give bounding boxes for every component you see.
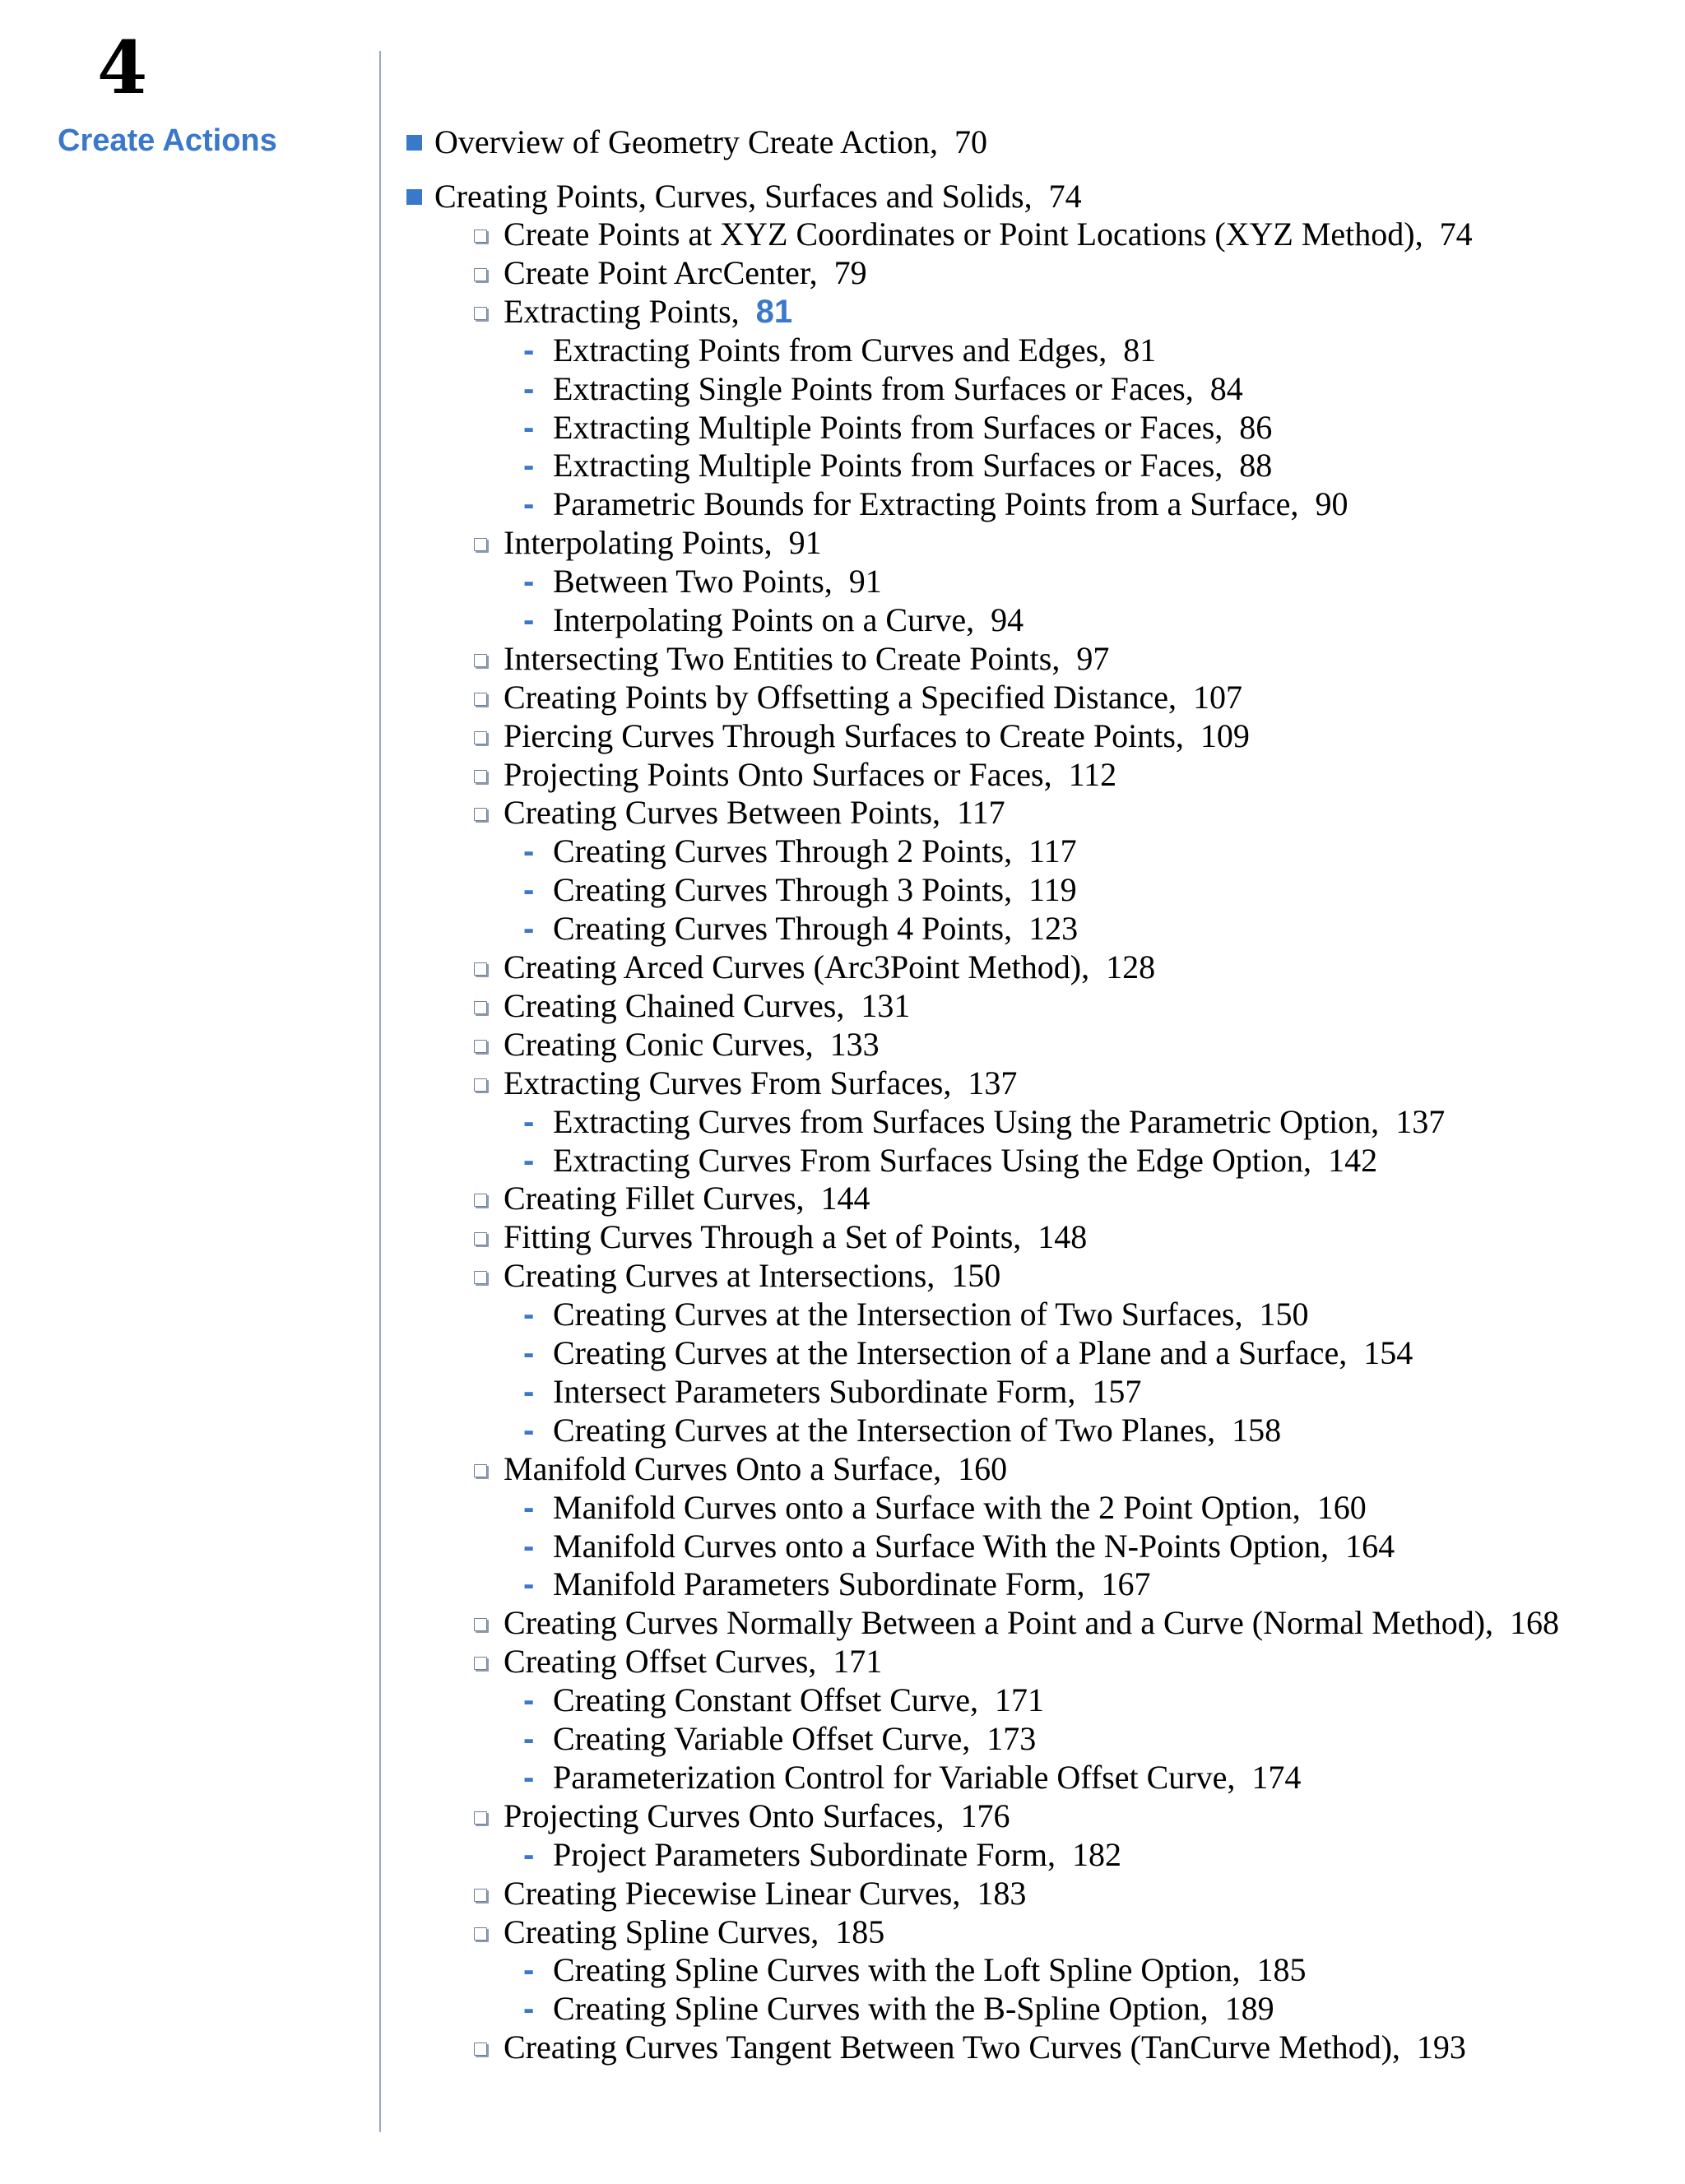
toc-page-number[interactable]: 90 [1315, 485, 1348, 523]
toc-entry-title: Creating Curves at the Intersection of Two Planes, [553, 1411, 1216, 1449]
toc-entry[interactable] [403, 1412, 1670, 1450]
toc-entry-title: Intersect Parameters Subordinate Form, [553, 1372, 1076, 1410]
toc-page-number[interactable]: 123 [1028, 910, 1079, 948]
toc-page-number[interactable]: 137 [1395, 1102, 1446, 1140]
toc-page-number[interactable]: 167 [1101, 1565, 1151, 1603]
toc-page-number[interactable]: 193 [1416, 2029, 1466, 2066]
toc-entry[interactable] [403, 485, 1670, 524]
checkbox-bullet-icon [474, 268, 487, 281]
divider-line [379, 51, 381, 2132]
toc-entry-title: Project Parameters Subordinate Form, [553, 1835, 1056, 1873]
toc-entry[interactable] [403, 1334, 1670, 1373]
checkbox-bullet-icon [474, 770, 487, 783]
toc-entry[interactable] [403, 1296, 1670, 1334]
toc-entry[interactable] [403, 563, 1670, 601]
dash-bullet-icon: - [523, 1142, 535, 1179]
toc-entry-title: Creating Curves at Intersections, [504, 1257, 935, 1295]
checkbox-bullet-icon [474, 230, 487, 243]
toc-entry-title: Between Two Points, [553, 563, 833, 600]
toc-entry-title: Projecting Points Onto Surfaces or Faces, [504, 755, 1052, 793]
square-bullet-icon [406, 135, 422, 151]
dash-bullet-icon: - [523, 332, 535, 369]
toc-entry-title: Parameterization Control for Variable Offset Curve, [553, 1758, 1236, 1796]
toc-page-number[interactable]: 133 [829, 1025, 880, 1063]
toc-entry[interactable] [403, 1681, 1670, 1720]
checkbox-bullet-icon [474, 1001, 487, 1014]
toc-page-number[interactable]: 182 [1071, 1835, 1121, 1873]
checkbox-bullet-icon [474, 1618, 487, 1631]
toc-entry[interactable] [403, 123, 1670, 161]
dash-bullet-icon: - [523, 1836, 535, 1873]
toc-entry[interactable] [403, 332, 1670, 370]
toc-page-number[interactable]: 84 [1209, 369, 1243, 407]
dash-bullet-icon: - [523, 486, 535, 523]
toc-entry[interactable] [403, 216, 1670, 254]
toc-page-number[interactable]: 148 [1037, 1218, 1088, 1256]
dash-bullet-icon: - [523, 370, 535, 407]
toc-page-number[interactable]: 86 [1239, 408, 1273, 446]
toc-entry[interactable] [403, 1720, 1670, 1759]
toc-entry[interactable] [403, 679, 1670, 717]
checkbox-bullet-icon [474, 1811, 487, 1825]
toc-page-number[interactable]: 183 [977, 1874, 1027, 1912]
toc-entry-title: Creating Curves at the Intersection of Two Surfaces, [553, 1296, 1243, 1333]
toc-entry-title: Creating Conic Curves, [504, 1025, 814, 1063]
toc-entry[interactable] [403, 948, 1670, 987]
toc-page-number[interactable]: 117 [1028, 832, 1077, 870]
checkbox-bullet-icon [474, 1889, 487, 1902]
toc-entry[interactable] [403, 910, 1670, 948]
toc-entry[interactable] [403, 1528, 1670, 1566]
toc-entry-title: Creating Curves Normally Between a Point and a Curve (Normal Method), [504, 1604, 1494, 1642]
checkbox-bullet-icon [474, 538, 487, 551]
toc-entry[interactable] [403, 1257, 1670, 1296]
toc-entry-title: Overview of Geometry Create Action, [434, 123, 939, 160]
chapter-title: Create Actions [58, 123, 277, 158]
toc-page-number[interactable]: 88 [1239, 447, 1273, 485]
checkbox-bullet-icon [474, 1232, 487, 1245]
dash-bullet-icon: - [523, 409, 535, 446]
toc-page-number[interactable]: 97 [1076, 639, 1110, 677]
toc-page-number[interactable]: 164 [1345, 1527, 1395, 1565]
dash-bullet-icon: - [523, 911, 535, 948]
toc-page-number[interactable]: 142 [1328, 1141, 1378, 1179]
toc-entry-title: Manifold Curves onto a Surface with the 2 Point Option, [553, 1488, 1301, 1526]
toc-page-number[interactable]: 79 [833, 253, 867, 291]
toc-page-number[interactable]: 185 [835, 1913, 885, 1950]
toc-entry[interactable] [403, 1875, 1670, 1913]
checkbox-bullet-icon [474, 1657, 487, 1670]
toc-page-number[interactable]: 160 [958, 1449, 1008, 1487]
toc-entry-title: Creating Curves at the Intersection of a Plane and a Surface, [553, 1334, 1348, 1372]
dash-bullet-icon: - [523, 1103, 535, 1140]
toc-page-number[interactable]: 91 [788, 524, 822, 562]
toc-entry-title: Creating Curves Through 2 Points, [553, 832, 1013, 870]
toc-entry[interactable] [403, 447, 1670, 485]
toc-entry[interactable] [403, 1604, 1573, 1643]
toc-entry-title: Creating Variable Offset Curve, [553, 1720, 971, 1758]
toc-entry-title: Extracting Points, [504, 292, 740, 330]
toc-entry-title: Interpolating Points, [504, 524, 773, 562]
toc-entry-title: Creating Points, Curves, Surfaces and Solids, [434, 178, 1033, 215]
toc-page-number[interactable]: 131 [861, 986, 911, 1024]
toc-page-number[interactable]: 185 [1256, 1951, 1307, 1989]
toc-entry[interactable] [403, 794, 1670, 832]
toc-entry-title: Creating Piecewise Linear Curves, [504, 1874, 961, 1912]
dash-bullet-icon: - [523, 1335, 535, 1372]
toc-entry[interactable] [403, 1142, 1670, 1180]
checkbox-bullet-icon [474, 1927, 487, 1941]
toc-entry-title: Creating Constant Offset Curve, [553, 1681, 978, 1719]
toc-entry[interactable] [403, 717, 1670, 756]
dash-bullet-icon: - [523, 447, 535, 485]
toc-entry[interactable] [403, 1373, 1670, 1412]
toc-entry-title: Creating Curves Tangent Between Two Curves (TanCurve Method), [504, 2029, 1400, 2066]
toc-page-number[interactable]: 94 [991, 600, 1024, 638]
toc-entry[interactable] [403, 1026, 1670, 1064]
dash-bullet-icon: - [523, 1952, 535, 1989]
toc-entry-title: Extracting Curves From Surfaces Using the Edge Option, [553, 1141, 1312, 1179]
toc-page-number[interactable]: 150 [1259, 1296, 1309, 1333]
checkbox-bullet-icon [474, 654, 487, 667]
toc-entry[interactable] [403, 640, 1670, 679]
toc-page-number[interactable]: 112 [1068, 755, 1117, 793]
toc-entry-title: Extracting Points from Curves and Edges, [553, 331, 1107, 369]
toc-entry[interactable] [403, 2029, 1670, 2067]
toc-page-number[interactable]: 137 [968, 1064, 1018, 1101]
toc-page-number[interactable]: 81 [755, 293, 793, 330]
toc-entry-title: Piercing Curves Through Surfaces to Create Points, [504, 716, 1184, 754]
dash-bullet-icon: - [523, 601, 535, 638]
toc-entry[interactable] [403, 871, 1670, 910]
toc-page-number[interactable]: 74 [1439, 216, 1473, 253]
checkbox-bullet-icon [474, 962, 487, 976]
toc-entry-title: Create Point ArcCenter, [504, 253, 818, 291]
dash-bullet-icon: - [523, 1566, 535, 1603]
dash-bullet-icon: - [523, 1528, 535, 1565]
checkbox-bullet-icon [474, 2043, 487, 2056]
toc-entry[interactable] [403, 1218, 1670, 1257]
toc-page-number[interactable]: 171 [994, 1681, 1044, 1719]
toc-entry[interactable] [403, 524, 1670, 563]
toc-entry[interactable] [403, 1990, 1670, 2029]
toc-page-number[interactable]: 174 [1251, 1758, 1302, 1796]
toc-page-number[interactable]: 150 [951, 1257, 1001, 1295]
checkbox-bullet-icon [474, 307, 487, 320]
toc-entry[interactable] [403, 1450, 1670, 1489]
toc-entry[interactable] [403, 756, 1670, 795]
dash-bullet-icon: - [523, 833, 535, 870]
toc-entry[interactable] [403, 1103, 1670, 1142]
toc-entry-title: Creating Spline Curves with the B-Spline Option, [553, 1990, 1209, 2028]
toc-entry-title: Extracting Curves from Surfaces Using the Parametric Option, [553, 1102, 1380, 1140]
toc-entry-title: Manifold Curves onto a Surface With the N-Points Option, [553, 1527, 1330, 1565]
toc-entry-title: Create Points at XYZ Coordinates or Point Locations (XYZ Method), [504, 216, 1423, 253]
dash-bullet-icon: - [523, 1373, 535, 1410]
toc-entry[interactable] [403, 254, 1670, 293]
dash-bullet-icon: - [523, 872, 535, 909]
toc-entry-title: Creating Fillet Curves, [504, 1180, 805, 1217]
toc-entry[interactable] [403, 1489, 1670, 1528]
toc-page-number[interactable]: 176 [960, 1797, 1010, 1834]
checkbox-bullet-icon [474, 1464, 487, 1477]
toc-page-number[interactable]: 154 [1363, 1334, 1413, 1372]
toc-page-number[interactable]: 144 [820, 1180, 870, 1217]
checkbox-bullet-icon [474, 1078, 487, 1092]
toc-entry[interactable] [403, 832, 1670, 871]
toc-entry-title: Extracting Multiple Points from Surfaces or Faces, [553, 408, 1223, 446]
checkbox-bullet-icon [474, 1040, 487, 1053]
toc-entry[interactable] [403, 1064, 1670, 1103]
toc-entry-title: Creating Curves Through 4 Points, [553, 910, 1013, 948]
chapter-number: 4 [97, 25, 148, 110]
toc-entry-title: Creating Curves Between Points, [504, 794, 941, 832]
toc-page-number[interactable]: 173 [986, 1720, 1037, 1758]
toc-entry[interactable] [403, 178, 1670, 216]
toc-entry-title: Creating Arced Curves (Arc3Point Method), [504, 948, 1090, 986]
dash-bullet-icon: - [523, 1991, 535, 2028]
toc-page-number[interactable]: 157 [1092, 1372, 1142, 1410]
table-of-contents [403, 123, 1670, 2067]
checkbox-bullet-icon [474, 1271, 487, 1284]
toc-entry[interactable] [403, 601, 1670, 640]
dash-bullet-icon: - [523, 563, 535, 600]
toc-entry-title: Creating Spline Curves, [504, 1913, 819, 1950]
toc-entry-title: Extracting Multiple Points from Surfaces or Faces, [553, 447, 1223, 485]
toc-page-number[interactable]: 168 [1510, 1604, 1560, 1642]
toc-page-number[interactable]: 74 [1048, 178, 1082, 215]
toc-entry-title: Creating Chained Curves, [504, 986, 845, 1024]
toc-page-number[interactable]: 160 [1316, 1488, 1367, 1526]
toc-entry[interactable] [403, 1836, 1670, 1875]
toc-page-number[interactable]: 119 [1028, 871, 1077, 909]
checkbox-bullet-icon [474, 1194, 487, 1207]
toc-page-number[interactable]: 81 [1123, 331, 1157, 369]
toc-entry[interactable] [403, 1565, 1670, 1604]
toc-entry[interactable] [403, 1180, 1670, 1218]
square-bullet-icon [406, 189, 422, 205]
toc-entry-title: Parametric Bounds for Extracting Points from a Surface, [553, 485, 1299, 523]
dash-bullet-icon: - [523, 1296, 535, 1333]
checkbox-bullet-icon [474, 693, 487, 706]
toc-entry[interactable] [403, 987, 1670, 1026]
toc-entry[interactable] [403, 370, 1670, 409]
toc-page-number[interactable]: 107 [1193, 678, 1242, 716]
toc-entry[interactable] [403, 1797, 1670, 1836]
toc-entry-title: Manifold Parameters Subordinate Form, [553, 1565, 1085, 1603]
toc-entry-title: Creating Points by Offsetting a Specified Distance, [504, 678, 1177, 716]
toc-page-number[interactable]: 109 [1200, 716, 1250, 754]
toc-page-number[interactable]: 128 [1106, 948, 1156, 986]
dash-bullet-icon: - [523, 1682, 535, 1719]
toc-entry-title: Extracting Single Points from Surfaces or Faces, [553, 369, 1194, 407]
toc-page-number[interactable]: 91 [848, 563, 882, 600]
toc-entry-title: Projecting Curves Onto Surfaces, [504, 1797, 945, 1834]
toc-entry[interactable] [403, 1913, 1670, 1952]
toc-entry[interactable] [403, 293, 1670, 332]
toc-entry-title: Intersecting Two Entities to Create Points, [504, 639, 1061, 677]
toc-entry-title: Creating Curves Through 3 Points, [553, 871, 1013, 909]
dash-bullet-icon: - [523, 1721, 535, 1758]
toc-entry-title: Manifold Curves Onto a Surface, [504, 1449, 942, 1487]
toc-entry[interactable] [403, 1759, 1670, 1797]
toc-entry[interactable] [403, 1951, 1670, 1990]
toc-page-number[interactable]: 70 [954, 123, 988, 160]
toc-page-number[interactable]: 158 [1232, 1411, 1282, 1449]
dash-bullet-icon: - [523, 1412, 535, 1449]
toc-page-number[interactable]: 171 [833, 1643, 883, 1681]
checkbox-bullet-icon [474, 808, 487, 821]
toc-page-number[interactable]: 117 [957, 794, 1005, 832]
toc-entry-title: Interpolating Points on a Curve, [553, 600, 975, 638]
dash-bullet-icon: - [523, 1759, 535, 1796]
toc-entry-title: Creating Spline Curves with the Loft Spline Option, [553, 1951, 1241, 1989]
toc-page-number[interactable]: 189 [1224, 1990, 1274, 2028]
toc-entry[interactable] [403, 409, 1670, 447]
dash-bullet-icon: - [523, 1489, 535, 1526]
toc-entry[interactable] [403, 1643, 1670, 1681]
checkbox-bullet-icon [474, 731, 487, 744]
toc-entry-title: Creating Offset Curves, [504, 1643, 817, 1681]
toc-entry-title: Fitting Curves Through a Set of Points, [504, 1218, 1022, 1256]
toc-entry-title: Extracting Curves From Surfaces, [504, 1064, 952, 1101]
